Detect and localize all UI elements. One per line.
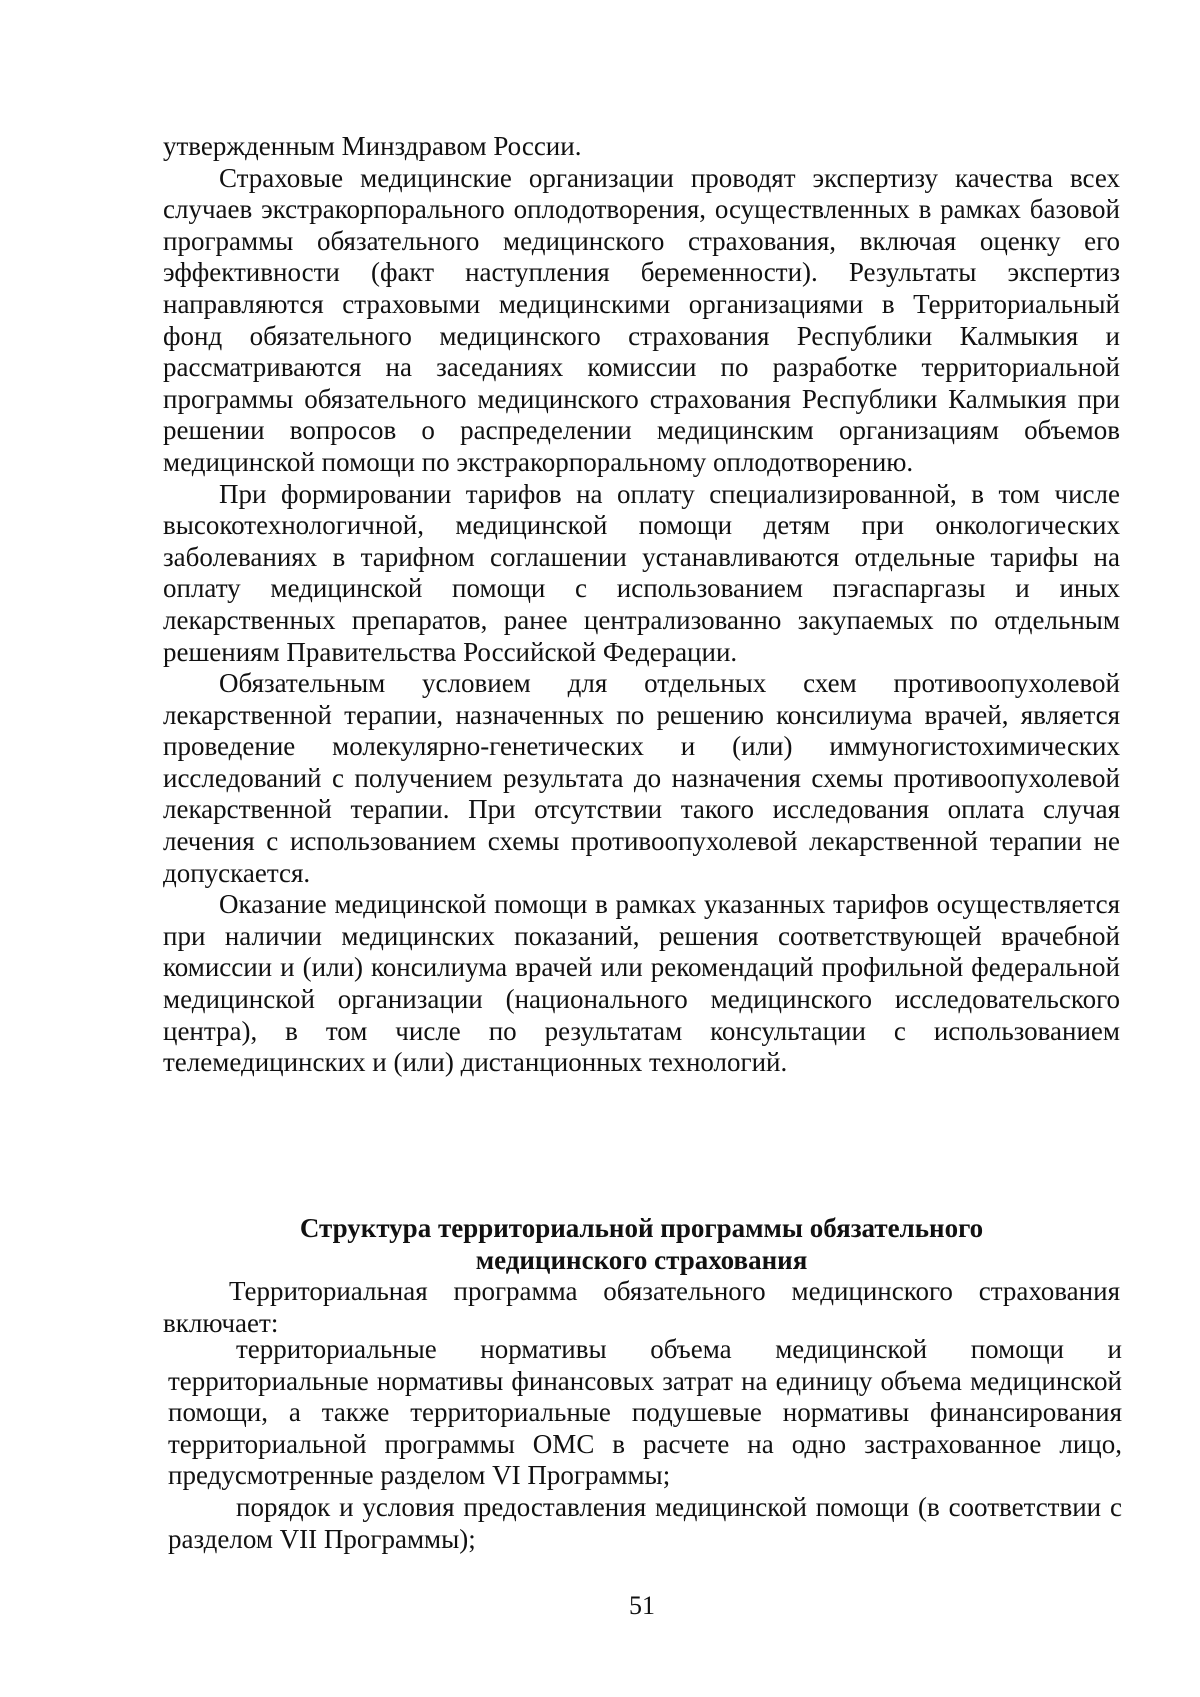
section-intro: Территориальная программа обязательного медицинского страхования включает:: [163, 1276, 1120, 1338]
section-heading-line1: Структура территориальной программы обязательного: [299, 1213, 984, 1243]
paragraph-medical-care-provision: Оказание медицинской помощи в рамках указанных тарифов осуществляется при наличии медицинских показаний, решения соответствующей врачебной комиссии и (или) консилиума врачей или рекомендаций профильной федеральной медицинской организации (национального медицинского исследовательского центра), в том числе по результатам консультации с использованием телемедицинских и (или) дистанционных технологий.: [163, 889, 1120, 1078]
document-body: [163, 131, 1120, 1079]
list-item: порядок и условия предоставления медицинской помощи (в соответствии с разделом VII Программы);: [168, 1491, 1122, 1554]
paragraph-mandatory-condition: Обязательным условием для отдельных схем противоопухолевой лекарственной терапии, назначенных по решению консилиума врачей, является проведение молекулярно-генетических и (или) иммуногистохимических исследований с получением результата до назначения схемы противоопухолевой лекарственной терапии. При отсутствии такого исследования оплата случая лечения с использованием схемы противоопухолевой лекарственной терапии не допускается.: [163, 668, 1120, 888]
paragraph-continuation: утвержденным Минздравом России.: [163, 131, 582, 161]
list-item: территориальные нормативы объема медицинской помощи и территориальные нормативы финансовых затрат на единицу объема медицинской помощи, а также территориальные подушевые нормативы финансирования территориальной программы ОМС в расчете на одно застрахованное лицо, предусмотренные разделом VI Программы;: [168, 1334, 1122, 1491]
structure-section: [163, 1213, 1120, 1339]
paragraph-insurance-expertise: Страховые медицинские организации проводят экспертизу качества всех случаев экстракорпорального оплодотворения, осуществленных в рамках базовой программы обязательного медицинского страхования, включая оценку его эффективности (факт наступления беременности). Результаты экспертиз направляются страховыми медицинскими организациями в Территориальный фонд обязательного медицинского страхования Республики Калмыкия и рассматриваются на заседаниях комиссии по разработке территориальной программы обязательного медицинского страхования Республики Калмыкия при решении вопросов о распределении медицинским организациям объемов медицинской помощи по экстракорпоральному оплодотворению.: [163, 162, 1120, 477]
program-contents-list: [168, 1334, 1122, 1555]
section-heading-line2: медицинского страхования: [475, 1244, 808, 1275]
page-number: 51: [629, 1591, 655, 1620]
section-heading: [163, 1213, 1120, 1276]
paragraph-tariffs-children: При формировании тарифов на оплату специализированной, в том числе высокотехнологичной, медицинской помощи детям при онкологических заболеваниях в тарифном соглашении устанавливаются отдельные тарифы на оплату медицинской помощи с использованием пэгаспаргазы и иных лекарственных препаратов, ранее централизованно закупаемых по отдельным решениям Правительства Российской Федерации.: [163, 478, 1120, 667]
